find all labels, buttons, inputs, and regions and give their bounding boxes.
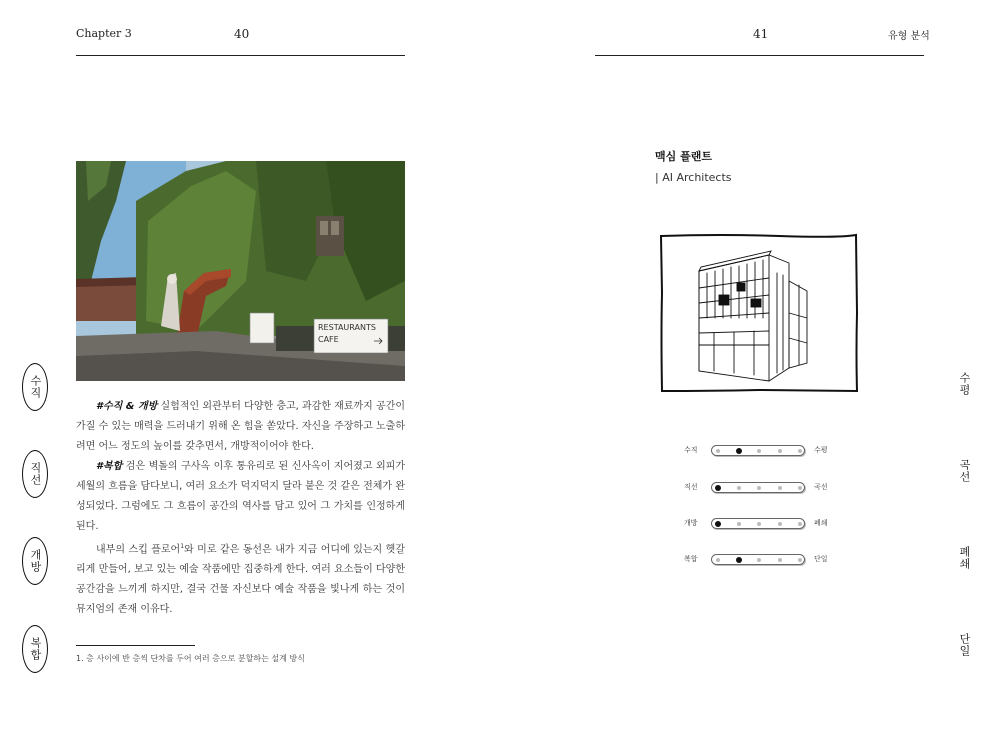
- slider-complex-single[interactable]: 복합 단일: [684, 555, 828, 563]
- sign-restaurants: RESTAURANTS: [318, 323, 376, 332]
- slider-knob[interactable]: [715, 485, 721, 491]
- slider-step-dot: [798, 558, 802, 562]
- footnote-ref[interactable]: 1: [180, 543, 185, 550]
- slider-step-dot: [798, 486, 802, 490]
- slider-step-dot: [716, 449, 720, 453]
- slider-track[interactable]: [711, 445, 805, 456]
- architect-name: | AI Architects: [655, 171, 732, 184]
- slider-step-dot: [798, 449, 802, 453]
- slider-step-dot: [737, 486, 741, 490]
- slider-step-dot: [757, 522, 761, 526]
- tag-complex: #복합: [96, 461, 123, 472]
- margin-label-complex: 복합: [22, 625, 48, 673]
- slider-vertical-horizontal[interactable]: 수직 수평: [684, 446, 828, 454]
- paragraph-2: #복합 검은 벽돌의 구사옥 이후 통유리로 된 신사옥이 지어졌고 외피가 세월의 흐름을 담다보니, 여러 요소가 덕지덕지 달라 붙은 것 같은 전체가 완성되었다. 그럼에도 그 흐름이 공간의 역사를 담고 있어 그 가치를 인정하게 된다.: [76, 461, 405, 532]
- slider-knob[interactable]: [736, 557, 742, 563]
- margin-label-closed: 폐쇄: [958, 546, 971, 570]
- slider-step-dot: [778, 522, 782, 526]
- footnote-rule: [76, 645, 195, 646]
- slider-step-dot: [757, 449, 761, 453]
- slider-track[interactable]: [711, 554, 805, 565]
- building-photo: [76, 161, 405, 381]
- sign-cafe: CAFE: [318, 335, 339, 344]
- margin-label-straight: 직선: [22, 450, 48, 498]
- right-header-rule: [595, 55, 924, 56]
- section-title: 유형 분석: [888, 31, 930, 42]
- margin-label-horizontal: 수평: [958, 372, 971, 396]
- slider-step-dot: [778, 558, 782, 562]
- footnote: 1. 층 사이에 반 층씩 단차를 두어 여러 층으로 분할하는 설계 방식: [76, 654, 305, 663]
- slider-step-dot: [737, 522, 741, 526]
- slider-step-dot: [757, 558, 761, 562]
- slider-step-dot: [716, 558, 720, 562]
- slider-knob[interactable]: [715, 521, 721, 527]
- chapter-label: Chapter 3: [76, 27, 132, 40]
- slider-track[interactable]: [711, 518, 805, 529]
- slider-step-dot: [757, 486, 761, 490]
- left-page-number: 40: [234, 27, 250, 41]
- paragraph-3: 내부의 스킵 플로어$^1$와 미로 같은 동선은 내가 지금 어디에 있는지 헷갈리게 만들어, 보고 있는 예술 작품에만 집중하게 한다. 여러 요소들이 다양한 공간감을 느끼게 하지만, 결국 건물 자신보다 예술 작품을 빛나게 하는 것이 뮤지엄의 존재 이유다.: [76, 543, 405, 616]
- tag-vertical-open: #수직 & 개방: [96, 401, 158, 412]
- margin-label-single: 단일: [958, 633, 971, 657]
- slider-knob[interactable]: [736, 448, 742, 454]
- slider-step-dot: [778, 449, 782, 453]
- right-page-number: 41: [753, 27, 769, 41]
- slider-step-dot: [798, 522, 802, 526]
- slider-track[interactable]: [711, 482, 805, 493]
- slider-straight-curved[interactable]: 직선 곡선: [684, 483, 828, 491]
- margin-label-curved: 곡선: [958, 459, 971, 483]
- margin-label-vertical: 수직: [22, 363, 48, 411]
- left-header-rule: [76, 55, 405, 56]
- margin-label-open: 개방: [22, 537, 48, 585]
- body-text: [76, 397, 405, 620]
- slider-step-dot: [778, 486, 782, 490]
- building-name: 맥심 플랜트: [655, 150, 712, 163]
- paragraph-1: #수직 & 개방 실험적인 외관부터 다양한 층고, 과감한 재료까지 공간이 가질 수 있는 매력을 드러내기 위해 온 힘을 쏟았다. 자신을 주장하고 노출하려면 어느 정도의 높이를 갖추면서, 개방적이어야 한다.: [76, 401, 405, 452]
- slider-open-closed[interactable]: 개방 폐쇄: [684, 519, 828, 527]
- building-sketch: [659, 233, 858, 393]
